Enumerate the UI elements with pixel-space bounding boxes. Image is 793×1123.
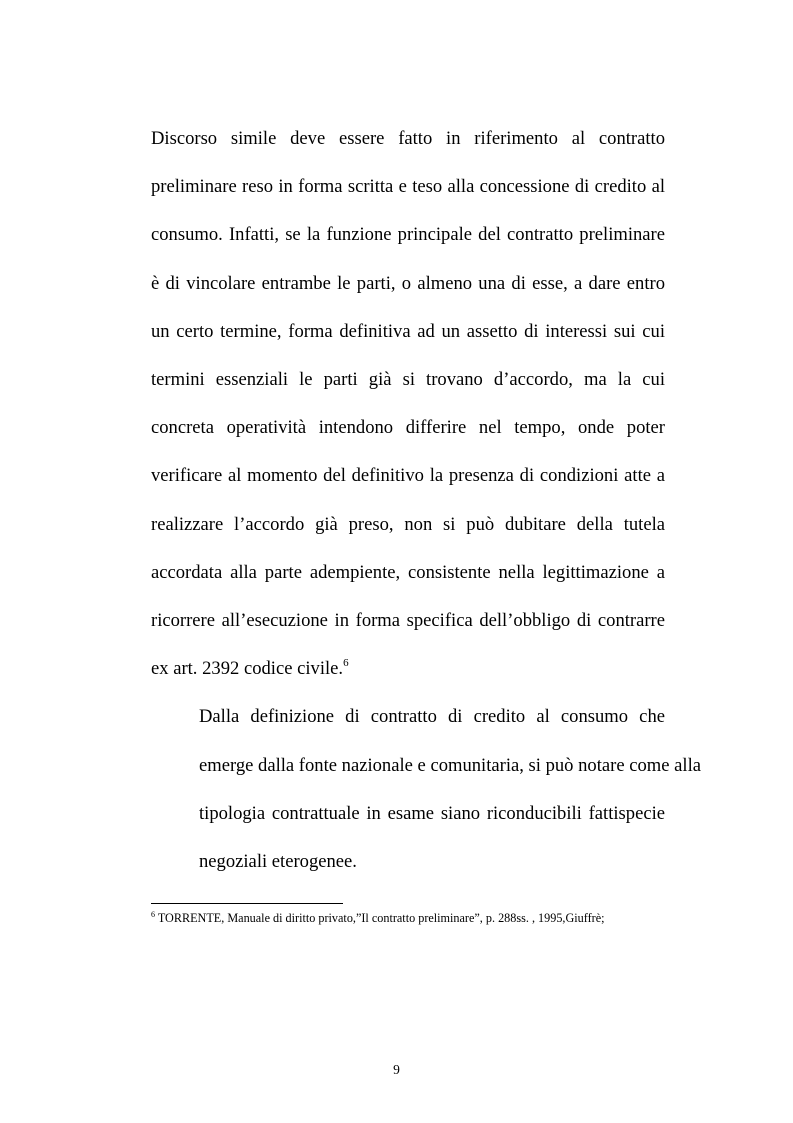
page-number: 9 [393, 1062, 400, 1077]
text-line: preliminare reso in forma scritta e teso alla concessione di credito al [151, 176, 665, 198]
paragraph-1 [151, 115, 665, 693]
footnote [151, 910, 711, 926]
body-text [151, 115, 701, 886]
text-line: ricorrere all’esecuzione in forma specifica dell’obbligo di contrarre [151, 610, 665, 632]
footnote-reference[interactable]: 6 [343, 657, 349, 670]
text-line: concreta operatività intendono differire nel tempo, onde poter [151, 417, 665, 439]
footnote-number: 6 [151, 910, 155, 919]
text-line: Dalla definizione di contratto di credito al consumo che [199, 706, 665, 728]
text-line: accordata alla parte adempiente, consistente nella legittimazione a [151, 561, 665, 583]
text-line: verificare al momento del definitivo la presenza di condizioni atte a [151, 465, 665, 487]
text-line: Discorso simile deve essere fatto in riferimento al contratto [151, 128, 665, 149]
text-line: è di vincolare entrambe le parti, o almeno una di esse, a dare entro [151, 272, 665, 294]
last-line-text: ex art. 2392 codice civile. [151, 658, 344, 680]
text-line-last [151, 645, 665, 693]
text-line: realizzare l’accordo già preso, non si può dubitare della tutela [151, 513, 665, 535]
text-line: tipologia contrattuale in esame siano riconducibili fattispecie [199, 802, 665, 824]
text-line: termini essenziali le parti già si trovano d’accordo, ma la cui [151, 369, 665, 391]
text-line: un certo termine, forma definitiva ad un assetto di interessi sui cui [151, 320, 665, 342]
footnote-text: TORRENTE, Manuale di diritto privato,”Il contratto preliminare”, p. 288ss. , 1995,Giuffrè; [155, 911, 605, 925]
paragraph-2 [151, 693, 701, 886]
text-line: emerge dalla fonte nazionale e comunitaria, si può notare come alla [199, 754, 701, 776]
text-line-last: negoziali eterogenee. [199, 851, 357, 873]
footnote-separator [151, 903, 343, 904]
text-line: consumo. Infatti, se la funzione principale del contratto preliminare [151, 224, 665, 246]
